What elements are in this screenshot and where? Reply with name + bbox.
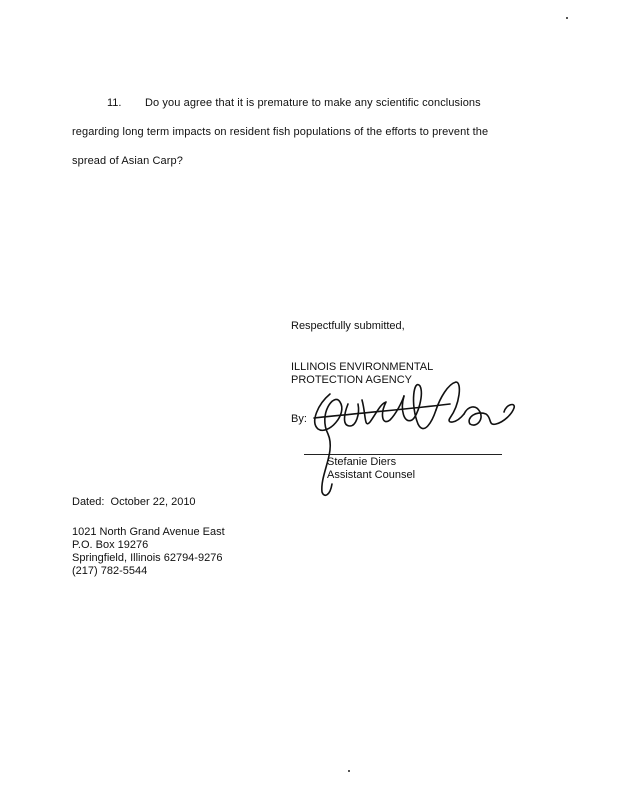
scan-speck (566, 17, 568, 19)
question-number: 11. (107, 97, 122, 109)
organization-line-1: ILLINOIS ENVIRONMENTAL (291, 361, 434, 373)
question-line-2: regarding long term impacts on resident fish populations of the efforts to prevent the (72, 126, 489, 138)
question-line-3: spread of Asian Carp? (72, 155, 183, 167)
signer-name: Stefanie Diers (327, 456, 397, 468)
address-line-3: Springfield, Illinois 62794-9276 (72, 552, 223, 564)
signer-title: Assistant Counsel (327, 469, 416, 481)
scan-speck (348, 770, 350, 772)
mailing-address (72, 526, 225, 578)
by-label: By: (291, 413, 307, 425)
dated-label: Dated: (72, 496, 105, 508)
question-line-1: Do you agree that it is premature to make any scientific conclusions (145, 97, 481, 109)
signer-block (327, 456, 415, 482)
address-line-1: 1021 North Grand Avenue East (72, 526, 225, 538)
address-line-2: P.O. Box 19276 (72, 539, 149, 551)
address-line-4: (217) 782-5544 (72, 565, 148, 577)
closing-text: Respectfully submitted, (291, 320, 405, 332)
dated-line (72, 496, 196, 509)
dated-value: October 22, 2010 (110, 496, 196, 508)
organization-line-2: PROTECTION AGENCY (291, 374, 413, 386)
